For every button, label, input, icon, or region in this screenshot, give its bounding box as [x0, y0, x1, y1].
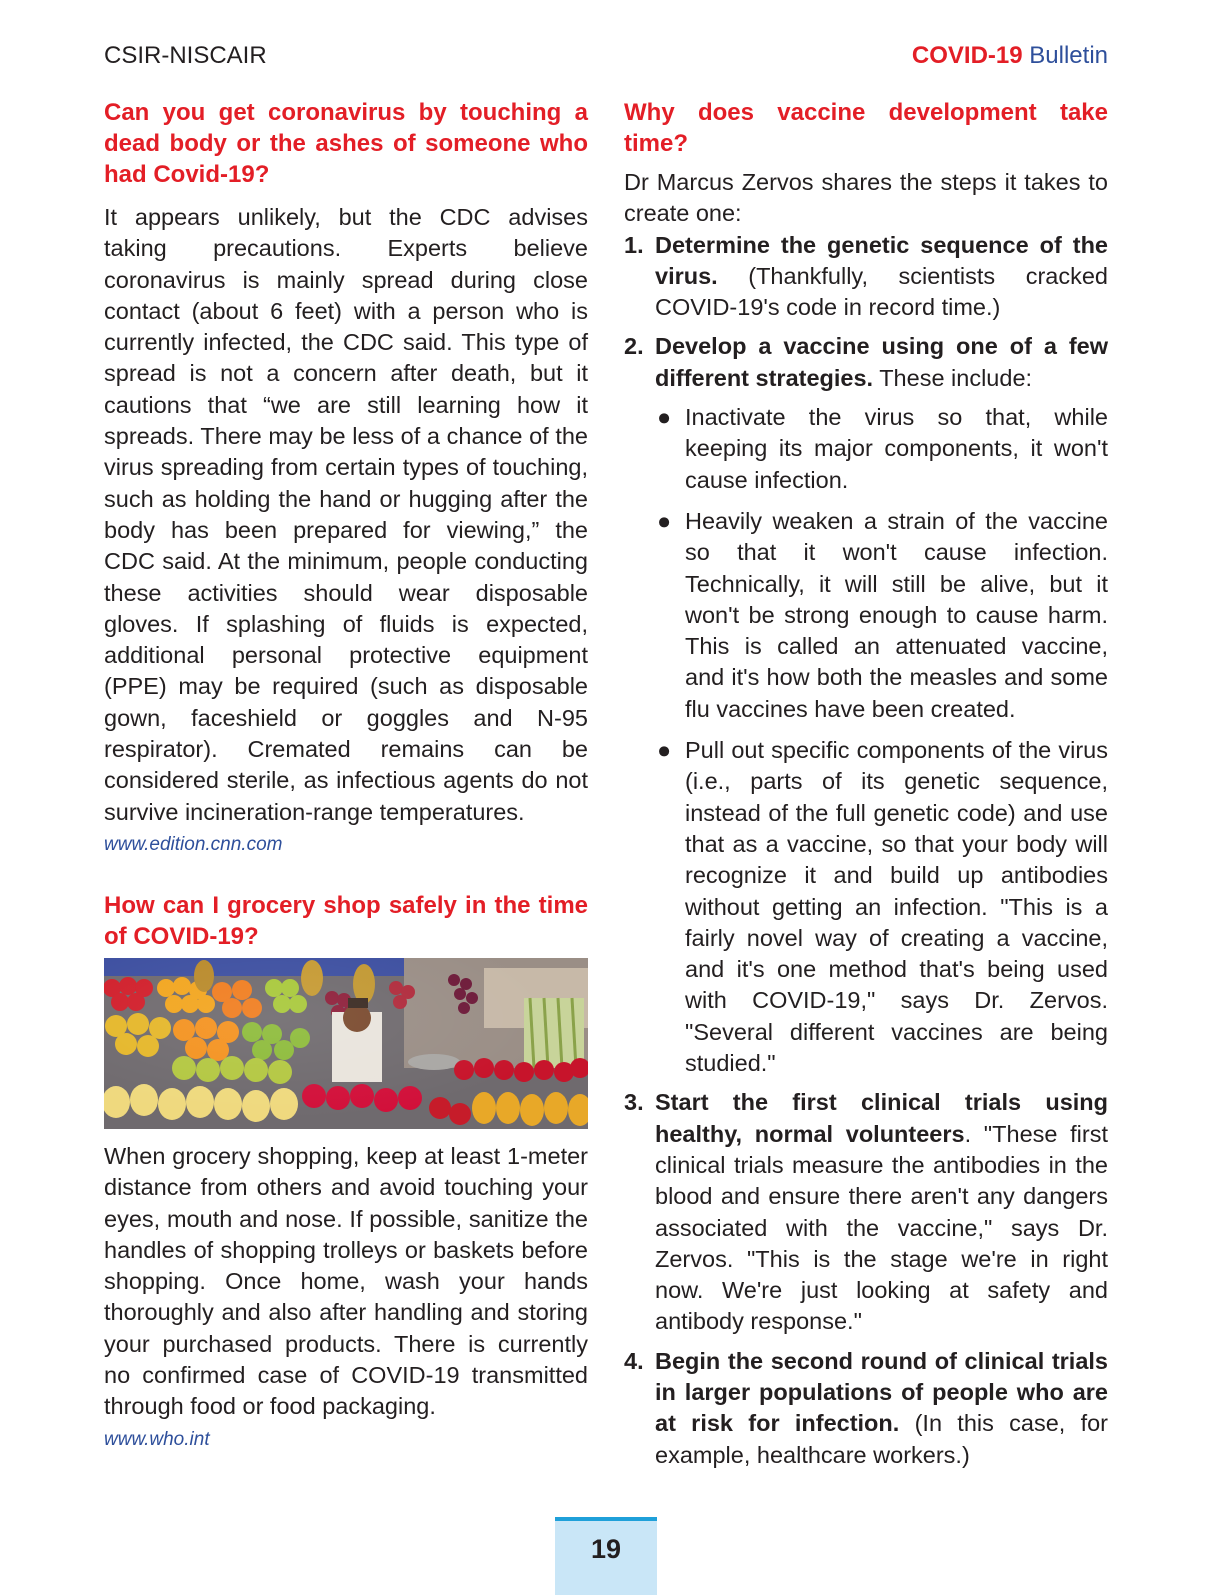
step-text: These include:: [873, 364, 1033, 391]
question-grocery: How can I grocery shop safely in the time of COVID-19?: [104, 891, 588, 950]
strategy-text: Heavily weaken a strain of the vaccine so that it won't cause infection. Technically, it will still be alive, but it won't be strong enough to cause harm. This is called an attenuated vaccine, and it's how both the measles and some flu vaccines have been created.: [685, 507, 1108, 722]
strategy-item: [655, 506, 1108, 725]
fruit-market-photo: [104, 958, 588, 1129]
question-dead-body: Can you get coronavirus by touching a dead body or the ashes of someone who had Covid-19?: [104, 99, 588, 188]
step-2: [624, 331, 1108, 1079]
page-number: 19: [555, 1517, 657, 1595]
strategy-item: [655, 402, 1108, 496]
step-number: 4.: [624, 1347, 644, 1374]
step-heading: Determine the genetic sequence of the virus.: [655, 231, 1108, 289]
strategy-text: Inactivate the virus so that, while keeping its major components, it won't cause infection.: [685, 404, 1108, 493]
bulletin-title-light: Bulletin: [1029, 42, 1108, 69]
strategy-item: [655, 735, 1108, 1079]
step-3: [624, 1087, 1108, 1337]
bulletin-title: [912, 42, 1108, 70]
bullet-icon: ●: [657, 737, 672, 764]
left-column: [104, 97, 588, 1451]
publisher-name: CSIR-NISCAIR: [104, 42, 267, 69]
vaccine-steps: [624, 230, 1108, 1471]
source-cnn: www.edition.cnn.com: [104, 833, 283, 855]
step-heading: Develop a vaccine using one of a few different strategies.: [655, 333, 1108, 391]
step-number: 3.: [624, 1089, 644, 1116]
step-text: (In this case, for example, healthcare workers.): [655, 1410, 1108, 1468]
right-column: [624, 97, 1108, 1471]
step-number: 1.: [624, 231, 644, 258]
answer-dead-body: It appears unlikely, but the CDC advises taking precautions. Experts believe coronavirus is mainly spread during close contact (about 6 feet) with a person who is currently infected, the CDC said. This type of spread is not a concern after death, but it cautions that “we are still learning how it spreads. There may be less of a chance of the virus spreading from certain types of touching, such as holding the hand or hugging after the body has been prepared for viewing,” the CDC said. At the minimum, people conducting these activities should wear disposable gloves. If splashing of fluids is expected, additional personal protective equipment (PPE) may be required (such as disposable gown, faceshield or goggles and N-95 respirator). Cremated remains can be considered sterile, as infectious agents do not survive incineration-range temperatures.: [104, 204, 588, 825]
question-vaccine: Why does vaccine development take time?: [624, 99, 1108, 157]
step-heading: Begin the second round of clinical trials in larger populations of people who are at risk for infection.: [655, 1347, 1108, 1437]
bullet-icon: ●: [657, 404, 672, 431]
strategy-text: Pull out specific components of the virus (i.e., parts of its genetic sequence, instead of the full genetic code) and use that as a vaccine, so that your body will recognize it and build up antibodies without getting an infection. "This is a fairly novel way of creating a vaccine, and it's one method that's being used with COVID-19," says Dr. Zervos. "Several different vaccines are being studied.": [685, 737, 1108, 1077]
answer-grocery: When grocery shopping, keep at least 1-meter distance from others and avoid touching your eyes, mouth and nose. If possible, sanitize the handles of shopping trolleys or baskets before shopping. Once home, wash your hands thoroughly and also after handling and storing your purchased products. There is currently no confirmed case of COVID-19 transmitted through food or food packaging.: [104, 1142, 588, 1420]
step-4: [624, 1346, 1108, 1471]
vaccine-intro: Dr Marcus Zervos shares the steps it takes to create one:: [624, 169, 1108, 227]
step-1: [624, 230, 1108, 324]
bulletin-title-bold: COVID-19: [911, 42, 1023, 69]
strategy-list: [655, 402, 1108, 1079]
bullet-icon: ●: [657, 507, 672, 534]
source-who: www.who.int: [104, 1428, 210, 1450]
step-text: . "These first clinical trials measure the antibodies in the blood and ensure there aren't any dangers associated with the vaccine," says Dr. Zervos. "This is the stage we're in right now. We're just looking at safety and antibody response.": [655, 1120, 1108, 1335]
step-heading: Start the first clinical trials using healthy, normal volunteers: [655, 1089, 1108, 1147]
step-text: (Thankfully, scientists cracked COVID-19's code in record time.): [655, 262, 1108, 321]
step-number: 2.: [624, 333, 644, 360]
